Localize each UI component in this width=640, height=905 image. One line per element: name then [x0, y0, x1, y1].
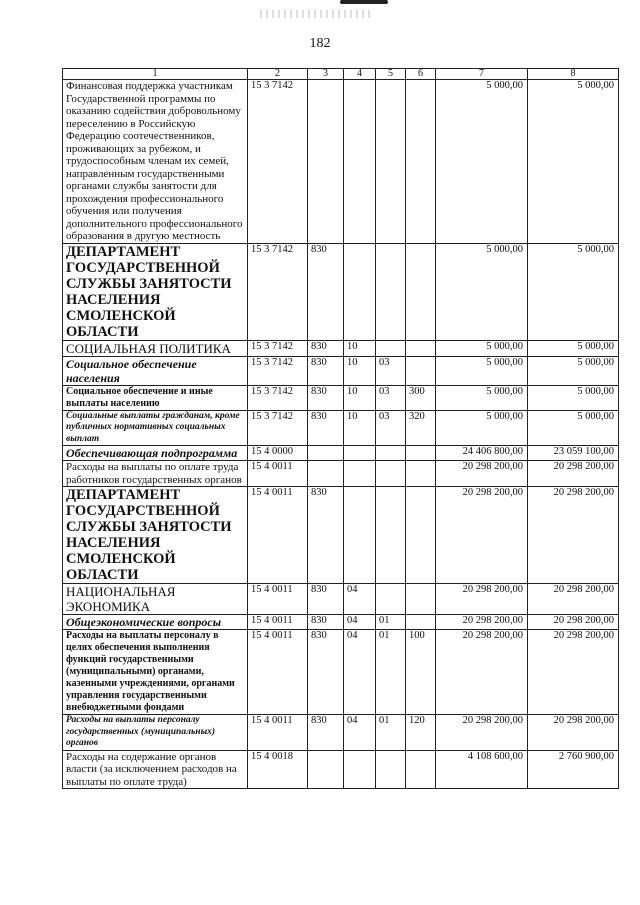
cell-rz: 04: [344, 630, 376, 715]
cell-ved: [308, 750, 344, 789]
cell-sum1: 20 298 200,00: [436, 584, 528, 615]
table-row: [63, 584, 619, 615]
cell-vr: 300: [406, 385, 436, 410]
cell-sum1: 5 000,00: [436, 80, 528, 244]
cell-pr: 03: [376, 356, 406, 385]
cell-pr: [376, 446, 406, 461]
cell-code: 15 3 7142: [248, 340, 308, 356]
cell-vr: 100: [406, 630, 436, 715]
cell-code: 15 4 0011: [248, 715, 308, 751]
cell-pr: [376, 340, 406, 356]
cell-name: Расходы на выплаты персоналу государственных (муниципальных) органов: [63, 715, 248, 751]
cell-sum2: 20 298 200,00: [528, 487, 619, 584]
cell-sum1: 20 298 200,00: [436, 615, 528, 630]
cell-ved: 830: [308, 615, 344, 630]
cell-sum2: 20 298 200,00: [528, 584, 619, 615]
cell-sum1: 5 000,00: [436, 340, 528, 356]
cell-rz: 10: [344, 410, 376, 446]
cell-pr: 03: [376, 385, 406, 410]
cell-sum2: 5 000,00: [528, 243, 619, 340]
cell-vr: [406, 615, 436, 630]
cell-pr: 01: [376, 715, 406, 751]
cell-vr: 120: [406, 715, 436, 751]
column-header: 8: [528, 69, 619, 80]
cell-sum2: 5 000,00: [528, 410, 619, 446]
cell-sum1: 20 298 200,00: [436, 630, 528, 715]
cell-name: НАЦИОНАЛЬНАЯ ЭКОНОМИКА: [63, 584, 248, 615]
cell-code: 15 4 0011: [248, 487, 308, 584]
column-header: 2: [248, 69, 308, 80]
cell-sum1: 5 000,00: [436, 356, 528, 385]
cell-rz: 10: [344, 385, 376, 410]
cell-sum2: 23 059 100,00: [528, 446, 619, 461]
table-row: [63, 446, 619, 461]
column-header: 5: [376, 69, 406, 80]
cell-ved: 830: [308, 487, 344, 584]
cell-name: Финансовая поддержка участникам Государственной программы по оказанию содействия добровольному переселению в Российскую Федерацию соотечественников, проживающих за рубежом, и трудоспособным членам их семей, направленным государственными органами службы занятости для прохождения профессионального обучения или получения дополнительного профессионального образования в другую местность: [63, 80, 248, 244]
cell-rz: [344, 243, 376, 340]
cell-code: 15 3 7142: [248, 356, 308, 385]
cell-rz: 04: [344, 715, 376, 751]
cell-code: 15 3 7142: [248, 80, 308, 244]
cell-ved: 830: [308, 243, 344, 340]
table-row: [63, 487, 619, 584]
table-row: [63, 356, 619, 385]
column-header: 4: [344, 69, 376, 80]
cell-ved: 830: [308, 356, 344, 385]
page-number: 182: [309, 36, 331, 51]
cell-pr: [376, 461, 406, 487]
cell-vr: [406, 750, 436, 789]
cell-vr: [406, 461, 436, 487]
column-header: 1: [63, 69, 248, 80]
table-row: [63, 385, 619, 410]
cell-ved: [308, 461, 344, 487]
cell-ved: 830: [308, 715, 344, 751]
cell-sum1: 5 000,00: [436, 243, 528, 340]
cell-rz: [344, 750, 376, 789]
cell-code: 15 4 0011: [248, 630, 308, 715]
cell-rz: [344, 446, 376, 461]
cell-name: Расходы на выплаты персоналу в целях обеспечения выполнения функций государственными (муниципальными) органами, казенными учреждениями, органами управления государственными внебюджетными фондами: [63, 630, 248, 715]
cell-code: 15 4 0011: [248, 461, 308, 487]
cell-sum2: 2 760 900,00: [528, 750, 619, 789]
cell-code: 15 3 7142: [248, 243, 308, 340]
table-row: [63, 340, 619, 356]
cell-name: Расходы на выплаты по оплате труда работников государственных органов: [63, 461, 248, 487]
cell-ved: 830: [308, 630, 344, 715]
cell-name: Социальное обеспечение населения: [63, 356, 248, 385]
cell-rz: 04: [344, 584, 376, 615]
cell-name: Общеэкономические вопросы: [63, 615, 248, 630]
cell-pr: [376, 584, 406, 615]
table-row: [63, 410, 619, 446]
column-header: 7: [436, 69, 528, 80]
cell-ved: 830: [308, 340, 344, 356]
table-row: [63, 615, 619, 630]
cell-pr: [376, 750, 406, 789]
cell-rz: 10: [344, 356, 376, 385]
cell-vr: [406, 487, 436, 584]
cell-pr: [376, 80, 406, 244]
cell-code: 15 4 0000: [248, 446, 308, 461]
cell-sum2: 20 298 200,00: [528, 715, 619, 751]
cell-sum2: 20 298 200,00: [528, 615, 619, 630]
cell-pr: [376, 243, 406, 340]
cell-pr: 03: [376, 410, 406, 446]
cell-sum1: 4 108 600,00: [436, 750, 528, 789]
cell-code: 15 4 0011: [248, 584, 308, 615]
cell-code: 15 3 7142: [248, 410, 308, 446]
cell-ved: 830: [308, 385, 344, 410]
cell-vr: [406, 340, 436, 356]
cell-name: Обеспечивающая подпрограмма: [63, 446, 248, 461]
cell-vr: [406, 80, 436, 244]
table-row: [63, 715, 619, 751]
cell-sum1: 24 406 800,00: [436, 446, 528, 461]
cell-vr: [406, 446, 436, 461]
cell-sum2: 5 000,00: [528, 385, 619, 410]
cell-sum1: 20 298 200,00: [436, 715, 528, 751]
cell-sum2: 20 298 200,00: [528, 461, 619, 487]
cell-name: СОЦИАЛЬНАЯ ПОЛИТИКА: [63, 340, 248, 356]
table-row: [63, 80, 619, 244]
cell-ved: [308, 446, 344, 461]
cell-pr: 01: [376, 630, 406, 715]
cell-code: 15 3 7142: [248, 385, 308, 410]
table-row: [63, 630, 619, 715]
cell-code: 15 4 0018: [248, 750, 308, 789]
table-row: [63, 461, 619, 487]
cell-rz: [344, 487, 376, 584]
cell-sum2: 5 000,00: [528, 356, 619, 385]
cell-pr: [376, 487, 406, 584]
cell-sum2: 5 000,00: [528, 80, 619, 244]
cell-name: ДЕПАРТАМЕНТ ГОСУДАРСТВЕННОЙ СЛУЖБЫ ЗАНЯТОСТИ НАСЕЛЕНИЯ СМОЛЕНСКОЙ ОБЛАСТИ: [63, 243, 248, 340]
cell-pr: 01: [376, 615, 406, 630]
cell-ved: [308, 80, 344, 244]
table-row: [63, 750, 619, 789]
table-row: [63, 243, 619, 340]
cell-name: Социальные выплаты гражданам, кроме публичных нормативных социальных выплат: [63, 410, 248, 446]
cell-name: Расходы на содержание органов власти (за исключением расходов на выплаты по оплате труда): [63, 750, 248, 789]
cell-rz: 04: [344, 615, 376, 630]
cell-sum1: 5 000,00: [436, 385, 528, 410]
cell-rz: [344, 80, 376, 244]
column-header-row: [63, 69, 619, 80]
cell-sum2: 20 298 200,00: [528, 630, 619, 715]
scan-noise: [260, 10, 370, 18]
column-header: 3: [308, 69, 344, 80]
cell-sum1: 20 298 200,00: [436, 487, 528, 584]
cell-vr: [406, 584, 436, 615]
cell-rz: 10: [344, 340, 376, 356]
cell-vr: [406, 243, 436, 340]
cell-code: 15 4 0011: [248, 615, 308, 630]
cell-sum1: 5 000,00: [436, 410, 528, 446]
cell-name: ДЕПАРТАМЕНТ ГОСУДАРСТВЕННОЙ СЛУЖБЫ ЗАНЯТОСТИ НАСЕЛЕНИЯ СМОЛЕНСКОЙ ОБЛАСТИ: [63, 487, 248, 584]
cell-sum2: 5 000,00: [528, 340, 619, 356]
cell-name: Социальное обеспечение и иные выплаты населению: [63, 385, 248, 410]
scan-artifact: [340, 0, 388, 4]
cell-vr: [406, 356, 436, 385]
budget-table: [62, 68, 619, 789]
cell-ved: 830: [308, 410, 344, 446]
cell-rz: [344, 461, 376, 487]
cell-ved: 830: [308, 584, 344, 615]
cell-vr: 320: [406, 410, 436, 446]
cell-sum1: 20 298 200,00: [436, 461, 528, 487]
column-header: 6: [406, 69, 436, 80]
